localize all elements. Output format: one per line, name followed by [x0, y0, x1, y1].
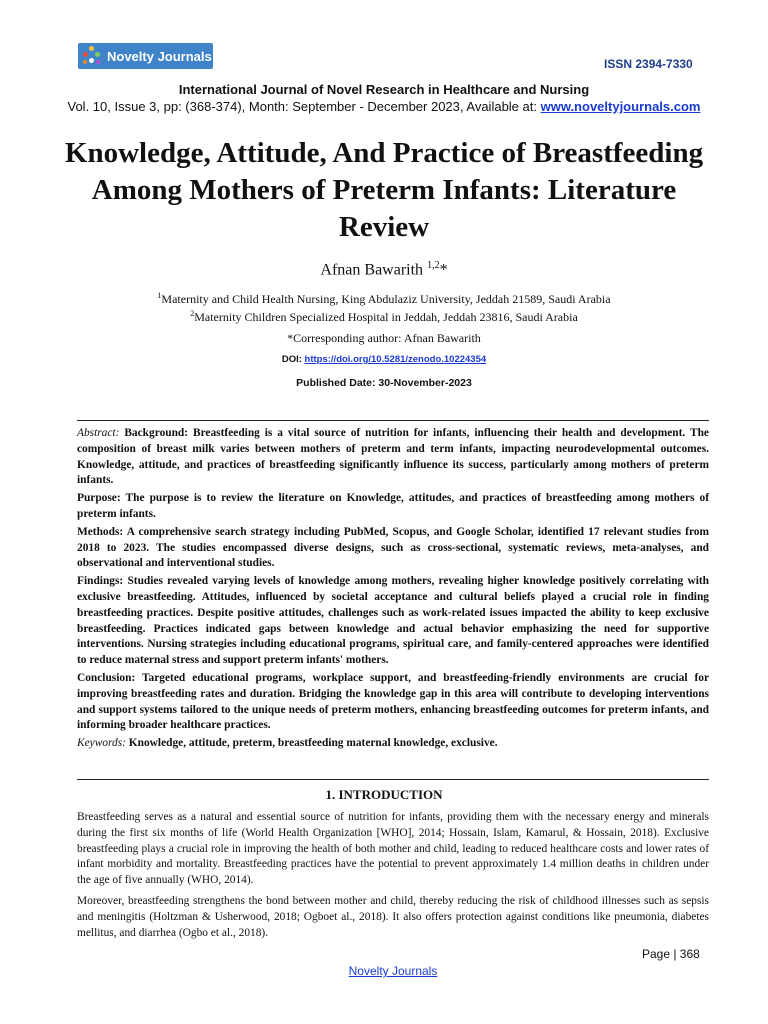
- volume-text: Vol. 10, Issue 3, pp: (368-374), Month: September - December 2023, Available at:: [67, 99, 541, 114]
- affiliation-2: [0, 309, 768, 325]
- doi-link[interactable]: https://doi.org/10.5281/zenodo.10224354: [304, 354, 487, 365]
- article-title: Knowledge, Attitude, And Practice of Breastfeeding Among Mothers of Preterm Infants: Literature Review: [64, 137, 704, 243]
- journal-website-link[interactable]: www.noveltyjournals.com: [540, 99, 701, 114]
- intro-paragraph-2: Moreover, breastfeeding strengthens the bond between mother and child, thereby reducing the risk of childhood illnesses such as sepsis and meningitis (Holtzman & Usherwood, 2018; Ogboet al., 2018). It also offers protection against conditions like pneumonia, diabetes mellitus, and diarrhea (Ogbo et al., 2018).: [77, 894, 709, 939]
- author-star: *: [439, 261, 448, 279]
- author-line: [0, 260, 768, 279]
- logo-text: Novelty Journals: [107, 48, 212, 64]
- doi-line: [0, 354, 768, 365]
- abstract-label: Abstract:: [77, 427, 120, 439]
- journal-name: International Journal of Novel Research in Healthcare and Nursing: [178, 82, 590, 97]
- abstract-methods: Methods: A comprehensive search strategy including PubMed, Scopus, and Google Scholar, identified 17 relevant studies from 2018 to 2023. The studies encompassed diverse designs, such as cross-sectional, systematic reviews, meta-analyses, and observational and interventional studies.: [77, 525, 709, 570]
- issn-label: ISSN 2394-7330: [604, 57, 693, 71]
- intro-paragraph-1: Breastfeeding serves as a natural and essential source of nutrition for infants, providing them with the necessary energy and minerals during the first six months of life (World Health Organization [WHO], 2014; Hossain, Islam, Kamarul, & Hossain, 2018). Exclusive breastfeeding plays a crucial role in improving the health of both mother and child, leading to reduced healthcare costs and lower rates of infant morbidity and mortality. Breastfeeding practices have the potential to prevent approximately 1.4 million deaths in children under the age of five annually (WHO, 2014).: [77, 811, 709, 887]
- author-marks: 1,2: [427, 260, 440, 271]
- footer-publisher: [0, 964, 768, 978]
- introduction-body: [77, 810, 709, 946]
- affiliation-1-mark: 1: [157, 291, 162, 300]
- publisher-logo: [78, 43, 213, 69]
- logo-dots-icon: [81, 45, 103, 67]
- volume-info: [0, 99, 768, 114]
- author-name: Afnan Bawarith: [320, 261, 424, 279]
- affiliation-2-text: Maternity Children Specialized Hospital in Jeddah, Jeddah 23816, Saudi Arabia: [194, 310, 578, 324]
- affiliation-2-mark: 2: [190, 309, 195, 318]
- affiliation-1-text: Maternity and Child Health Nursing, King Abdulaziz University, Jeddah 21589, Saudi Arabia: [161, 292, 611, 306]
- affiliation-1: [0, 291, 768, 307]
- corresponding-author: *Corresponding author: Afnan Bawarith: [287, 331, 481, 345]
- keywords-label: Keywords:: [77, 737, 126, 750]
- abstract-block: [77, 426, 709, 754]
- abstract-background: Abstract: Background: Breastfeeding is a vital source of nutrition for infants, influencing their health and development. The composition of breast milk varies between mothers of preterm and term infants, impacting neurodevelopmental outcomes. Knowledge, attitude, and practices of breastfeeding significantly influence its success, particularly among mothers of preterm infants.: [77, 427, 709, 487]
- abstract-keywords: Keywords: Knowledge, attitude, preterm, breastfeeding maternal knowledge, exclusive.: [77, 737, 498, 750]
- abstract-purpose: Purpose: The purpose is to review the literature on Knowledge, attitudes, and practices of breastfeeding among mothers of preterm infants.: [77, 492, 709, 520]
- abstract-conclusion: Conclusion: Targeted educational programs, workplace support, and breastfeeding-friendly environments are crucial for improving breastfeeding rates and duration. Bridging the knowledge gap in this area will contribute to developing interventions and support systems tailored to the unique needs of preterm mothers, enhancing breastfeeding outcomes for preterm infants, and informing broader healthcare practices.: [77, 671, 709, 732]
- section-heading-introduction: 1. INTRODUCTION: [325, 787, 443, 802]
- page-number: Page | 368: [642, 947, 700, 961]
- footer-publisher-link[interactable]: Novelty Journals: [348, 964, 438, 978]
- doi-label: DOI:: [281, 354, 305, 365]
- published-date: Published Date: 30-November-2023: [296, 377, 472, 389]
- abstract-findings: Findings: Studies revealed varying levels of knowledge among mothers, revealing higher knowledge positively correlating with exclusive breastfeeding. Attitudes, influenced by societal acceptance and cultural beliefs played a crucial role in finding breastfeeding practices. Despite positive attitudes, challenges such as work-related issues impacted the ability to keep exclusive breastfeeding. Practices indicated gaps between knowledge and actual behavior emphasizing the need for supportive interventions. Nursing strategies including educational programs, spiritual care, and family-centered approaches were identified to reduce maternal stress and support preterm infants' mothers.: [77, 575, 709, 667]
- abstract-top-rule: [77, 420, 709, 421]
- abstract-bottom-rule: [77, 779, 709, 780]
